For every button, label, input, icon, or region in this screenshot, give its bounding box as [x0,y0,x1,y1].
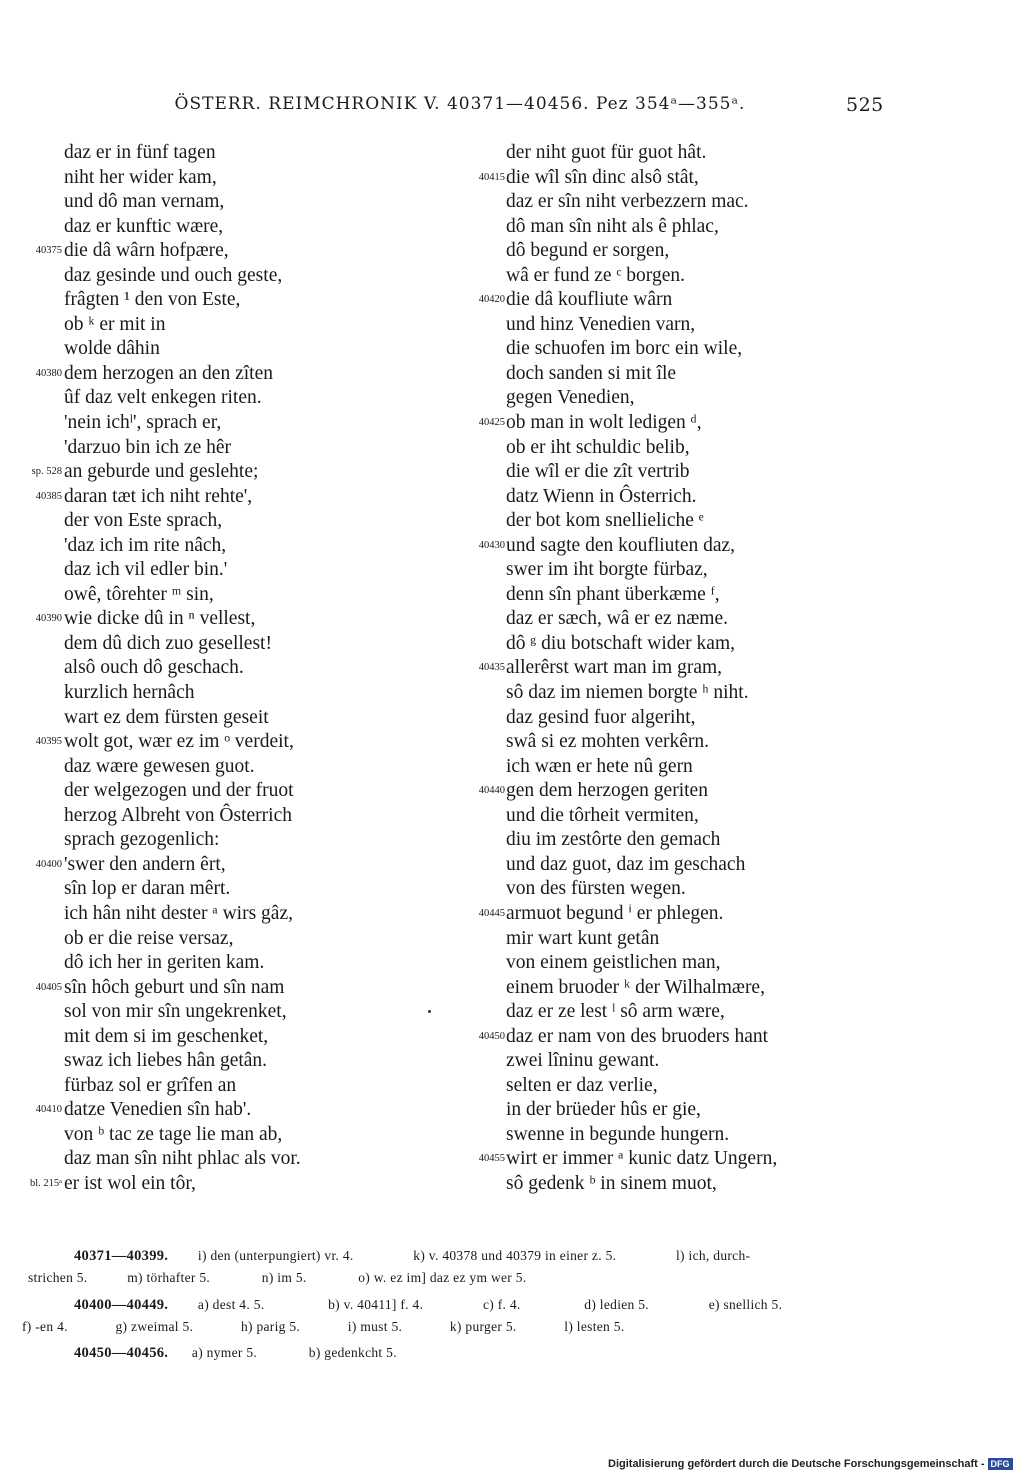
footnote-line [74,1297,782,1314]
verse-text: denn sîn phant überkæme ᶠ, [506,583,720,605]
verse-text: 'darzuo bin ich ze hêr [64,436,232,458]
verse-text: ob er iht schuldic belib, [506,436,690,458]
verse-text: daz gesind fuor algeriht, [506,706,696,728]
verse-line [8,264,448,289]
footnote-item: d) ledien 5. [584,1297,649,1312]
verse-line [462,337,902,362]
verse-text: sîn lop er daran mêrt. [64,878,231,900]
footnote-range: 40400—40449. [74,1297,169,1313]
page-number: 525 [846,94,884,116]
footnote-range: 40450—40456. [74,1345,169,1361]
verse-text: sô gedenk ᵇ in sinem muot, [506,1172,717,1194]
verse-line [462,1000,902,1025]
verse-text: wolt got, wær ez im ᵒ verdeit, [64,731,294,753]
verse-text: swâ si ez mohten verkêrn. [506,731,710,753]
verse-text: daz man sîn niht phlac als vor. [64,1148,301,1170]
verse-line [8,828,448,853]
footnote-line [74,1248,750,1265]
footnote-item: i) den (unterpungiert) vr. 4. [197,1248,354,1263]
line-number-marker: 40455 [478,1153,505,1165]
footnote-line [74,1345,397,1362]
verse-text: datz Wienn in Ôsterrich. [506,485,697,507]
verse-text: selten er daz verlie, [506,1074,658,1096]
verse-line [462,485,902,510]
footnote-item: a) nymer 5. [191,1345,258,1360]
verse-text: die schuofen im borc ein wile, [506,338,743,360]
verse-line [8,1000,448,1025]
line-number-marker: 40420 [478,294,505,306]
line-number-marker: 40430 [478,539,505,551]
verse-line [8,583,448,608]
footnote-item: k) purger 5. [449,1319,517,1334]
verse-text: und die tôrheit vermiten, [506,804,699,826]
verse-line [8,877,448,902]
verse-text: 'nein ichˡ', sprach er, [64,412,222,434]
verse-text: owê, tôrehter ᵐ sin, [64,583,214,605]
verse-text: kurzlich hernâch [64,682,195,704]
verse-text: daran tæt ich niht rehte', [64,485,253,507]
verse-line [462,166,902,191]
verse-line [462,558,902,583]
verse-line [8,190,448,215]
verse-line [8,166,448,191]
line-number-marker: 40410 [35,1104,62,1116]
verse-line [8,779,448,804]
verse-text: swenne in begunde hungern. [506,1123,730,1145]
line-number-marker: 40435 [478,662,505,674]
right-text-column [462,141,902,1197]
verse-line [8,1074,448,1099]
verse-text: die wîl sîn dinc alsô stât, [506,166,699,188]
line-number-marker: 40380 [35,367,62,379]
verse-text: und daz guot, daz im geschach [506,853,746,875]
footnote-item: k) v. 40378 und 40379 in einer z. 5. [413,1248,617,1263]
verse-text: der welgezogen und der fruot [64,780,294,802]
verse-line [462,583,902,608]
verse-text: diu im zestôrte den gemach [506,829,721,851]
verse-text: sol von mir sîn ungekrenket, [64,1001,287,1023]
footnote-item: g) zweimal 5. [115,1319,194,1334]
verse-text: dô man sîn niht als ê phlac, [506,215,719,237]
verse-text: fürbaz sol er grîfen an [64,1074,237,1096]
verse-line [8,215,448,240]
verse-text: daz er sæch, wâ er ez næme. [506,608,728,630]
verse-text: und sagte den koufliuten daz, [506,534,736,556]
verse-line [462,706,902,731]
verse-line [8,337,448,362]
verse-text: von ᵇ tac ze tage lie man ab, [64,1123,283,1145]
verse-text: der bot kom snellieliche ᵉ [506,510,704,532]
verse-text: ich wæn er hete nû gern [506,755,693,777]
verse-text: swer im iht borgte fürbaz, [506,559,708,581]
verse-line [462,779,902,804]
line-number-marker: sp. 528 [31,466,62,478]
verse-text: ich hân niht dester ᵃ wirs gâz, [64,902,293,924]
verse-line [8,485,448,510]
verse-text: datze Venedien sîn hab'. [64,1099,252,1121]
verse-text: dem dû dich zuo gesellest! [64,632,272,654]
verse-text: die dâ wârn hofpære, [64,240,229,262]
verse-text: in der brüeder hûs er gie, [506,1099,701,1121]
verse-text: 'daz ich im rite nâch, [64,534,227,556]
verse-line [462,1049,902,1074]
verse-text: dem herzogen an den zîten [64,362,273,384]
verse-line [8,141,448,166]
verse-line [462,215,902,240]
verse-text: daz er kunftic wære, [64,215,224,237]
footnote-item: i) must 5. [347,1319,403,1334]
verse-text: sô daz im niemen borgte ʰ niht. [506,682,749,704]
verse-line [462,386,902,411]
verse-text: die dâ koufliute wârn [506,289,673,311]
verse-line [462,1098,902,1123]
line-number-marker: 40425 [478,417,505,429]
line-number-marker: 40445 [478,907,505,919]
verse-text: swaz ich liebes hân getân. [64,1050,268,1072]
verse-text: wirt er immer ᵃ kunic datz Ungern, [506,1148,778,1170]
verse-text: wie dicke dû in ⁿ vellest, [64,608,256,630]
verse-line [462,239,902,264]
verse-line [8,1147,448,1172]
verse-line [8,730,448,755]
verse-text: wolde dâhin [64,338,160,360]
verse-line [8,1098,448,1123]
verse-line [8,1172,448,1197]
verse-line [462,264,902,289]
verse-line [462,534,902,559]
verse-line [462,1074,902,1099]
footnote-item: o) w. ez im] daz ez ym wer 5. [358,1270,527,1285]
verse-text: doch sanden si mit île [506,362,677,384]
verse-text: der niht guot für guot hât. [506,142,707,163]
footnote-item: l) lesten 5. [564,1319,625,1334]
verse-line [462,853,902,878]
verse-line [462,632,902,657]
footnote-line [22,1319,625,1335]
verse-text: gen dem herzogen geriten [506,780,708,802]
verse-text: zwei lîninu gewant. [506,1050,660,1072]
verse-text: er ist wol ein tôr, [64,1172,196,1194]
verse-text: ob er die reise versaz, [64,927,234,949]
verse-text: mit dem si im geschenket, [64,1025,269,1047]
line-number-marker: 40390 [35,613,62,625]
footnote-item: c) f. 4. [482,1297,521,1312]
verse-line [8,1123,448,1148]
verse-line [8,927,448,952]
verse-line [8,411,448,436]
verse-text: daz er nam von des bruoders hant [506,1025,769,1047]
footnote-item: f) -en 4. [22,1319,68,1334]
verse-line [462,976,902,1001]
footnote-item: e) snellich 5. [708,1297,783,1312]
verse-text: armuot begund ⁱ er phlegen. [506,902,724,924]
verse-text: daz er in fünf tagen [64,142,216,163]
verse-line [462,436,902,461]
verse-text: mir wart kunt getân [506,927,660,949]
footnote-range: 40371—40399. [74,1248,169,1264]
line-number-marker: 40440 [478,785,505,797]
line-number-marker: 40450 [478,1030,505,1042]
verse-line [462,1147,902,1172]
verse-line [8,239,448,264]
verse-line [8,755,448,780]
verse-text: einem bruoder ᵏ der Wilhalmære, [506,976,765,998]
verse-text: sîn hôch geburt und sîn nam [64,976,285,998]
verse-text: und dô man vernam, [64,191,225,213]
verse-text: ûf daz velt enkegen riten. [64,387,262,409]
verse-text: daz er sîn niht verbezzern mac. [506,191,749,213]
verse-text: herzog Albreht von Ôsterrich [64,804,292,826]
footnote-item: strichen 5. [28,1270,88,1285]
verse-line [8,386,448,411]
verse-text: dô ᵍ diu botschaft wider kam, [506,632,735,654]
dfg-logo: DFG [988,1458,1013,1470]
footnote-item: m) törhafter 5. [127,1270,211,1285]
verse-line [8,607,448,632]
line-number-marker: 40395 [35,736,62,748]
line-number-marker: 40415 [478,171,505,183]
verse-line [462,804,902,829]
verse-text: dô begund er sorgen, [506,240,670,262]
verse-line [8,558,448,583]
line-number-marker: 40375 [35,245,62,257]
verse-line [462,141,902,166]
footnote-item: h) parig 5. [240,1319,301,1334]
verse-line [462,951,902,976]
verse-line [8,853,448,878]
line-number-marker: bl. 215ᵃ [29,1177,62,1189]
verse-text: 'swer den andern êrt, [64,853,226,875]
verse-line [462,190,902,215]
verse-text: sprach gezogenlich: [64,829,220,851]
credit-text: Digitalisierung gefördert durch die Deutsche Forschungsgemeinschaft - [608,1458,985,1470]
verse-text: von einem geistlichen man, [506,952,721,974]
verse-line [8,632,448,657]
line-number-marker: 40405 [35,981,62,993]
verse-line [462,509,902,534]
footnote-item: b) v. 40411] f. 4. [328,1297,424,1312]
running-header: ÖSTERR. REIMCHRONIK V. 40371—40456. Pez 354ᵃ—355ᵃ. [174,94,746,114]
verse-line [462,313,902,338]
verse-line [8,288,448,313]
verse-text: daz er ze lest ˡ sô arm wære, [506,1001,725,1023]
verse-line [462,1172,902,1197]
verse-line [462,828,902,853]
verse-line [462,902,902,927]
footnote-item: l) ich, durch- [676,1248,751,1263]
verse-text: wart ez dem fürsten geseit [64,706,269,728]
verse-line [8,313,448,338]
verse-line [8,460,448,485]
verse-text: die wîl er die zît vertrib [506,461,690,483]
verse-text: allerêrst wart man im gram, [506,657,723,679]
left-text-column [8,141,448,1197]
verse-line [462,607,902,632]
line-number-marker: 40400 [35,858,62,870]
verse-line [8,509,448,534]
verse-text: der von Este sprach, [64,510,223,532]
verse-text: ob man in wolt ledigen ᵈ, [506,412,702,434]
verse-line [8,706,448,731]
verse-line [462,927,902,952]
verse-text: und hinz Venedien varn, [506,313,696,335]
verse-text: gegen Venedien, [506,387,635,409]
verse-text: niht her wider kam, [64,166,217,188]
verse-line [8,976,448,1001]
verse-line [462,877,902,902]
verse-line [462,1025,902,1050]
verse-line [462,362,902,387]
verse-text: an geburde und geslehte; [64,461,259,483]
verse-text: daz ich vil edler bin.' [64,559,228,581]
verse-line [8,362,448,387]
print-speck [428,1010,431,1013]
footnote-line [28,1270,527,1286]
verse-line [462,411,902,436]
verse-line [462,1123,902,1148]
verse-line [8,534,448,559]
verse-line [462,460,902,485]
verse-line [8,656,448,681]
verse-line [462,730,902,755]
verse-text: daz gesinde und ouch geste, [64,264,283,286]
verse-text: daz wære gewesen guot. [64,755,255,777]
verse-line [8,1049,448,1074]
verse-line [8,1025,448,1050]
verse-line [8,436,448,461]
digitization-credit [608,1458,1013,1470]
verse-text: wâ er fund ze ᶜ borgen. [506,264,685,286]
verse-line [462,656,902,681]
verse-line [462,288,902,313]
verse-text: von des fürsten wegen. [506,878,686,900]
verse-line [8,804,448,829]
verse-line [8,681,448,706]
footnote-item: a) dest 4. 5. [197,1297,265,1312]
footnote-item: n) im 5. [261,1270,307,1285]
verse-line [8,902,448,927]
verse-line [8,951,448,976]
verse-line [462,755,902,780]
verse-line [462,681,902,706]
line-number-marker: 40385 [35,490,62,502]
verse-text: frâgten ¹ den von Este, [64,289,241,311]
footnote-item: b) gedenkcht 5. [308,1345,397,1360]
verse-text: dô ich her in geriten kam. [64,952,265,974]
verse-text: ob ᵏ er mit in [64,313,166,335]
verse-text: alsô ouch dô geschach. [64,657,244,679]
